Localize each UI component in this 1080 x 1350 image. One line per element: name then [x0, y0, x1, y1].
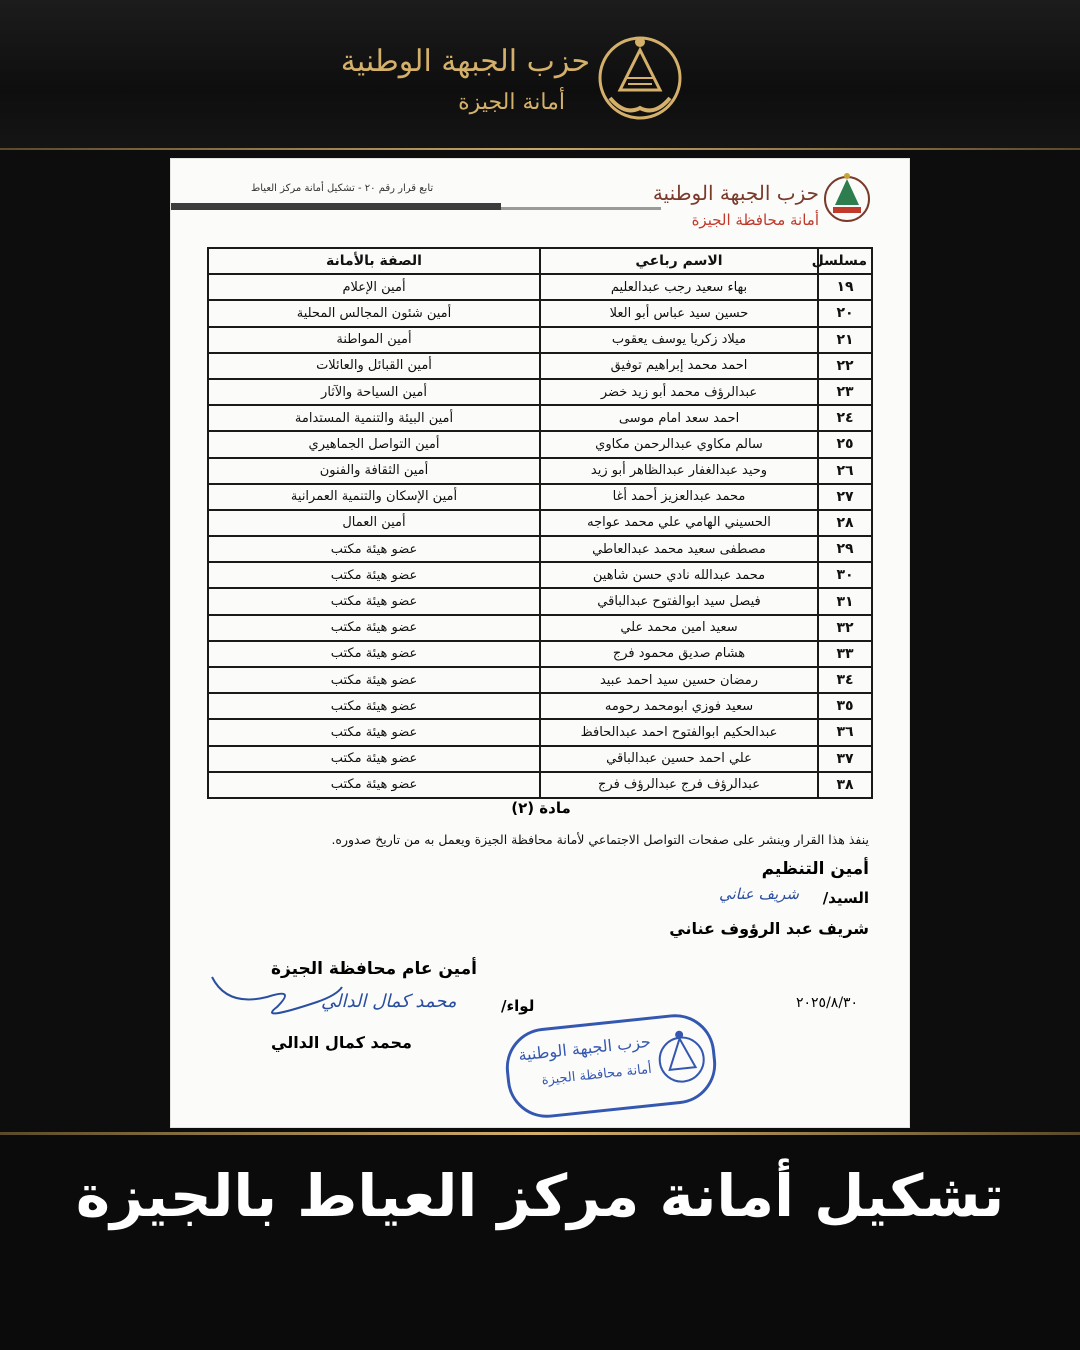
col-role-header: الصفة بالأمانة: [208, 248, 540, 274]
row-serial: ٣٦: [818, 719, 872, 745]
row-member-name: فيصل سيد ابوالفتوح عبدالباقي: [540, 588, 818, 614]
row-serial: ٣٧: [818, 746, 872, 772]
row-member-name: رمضان حسين سيد احمد عبيد: [540, 667, 818, 693]
row-serial: ٢٥: [818, 431, 872, 457]
rank-label: لواء/: [501, 997, 535, 1015]
official-stamp: [502, 1010, 720, 1121]
document-logo-branch: أمانة محافظة الجيزة: [691, 211, 819, 229]
document-header: [171, 159, 911, 239]
row-member-name: احمد محمد إبراهيم توفيق: [540, 353, 818, 379]
members-table: [207, 247, 871, 799]
row-member-role: أمين الإسكان والتنمية العمرانية: [208, 484, 540, 510]
stamp-party: حزب الجبهة الوطنية: [517, 1031, 652, 1065]
table-row: [208, 719, 872, 745]
row-serial: ٣٠: [818, 562, 872, 588]
org-secretary-name: شريف عبد الرؤوف عناني: [669, 919, 869, 938]
stamp-branch: أمانة محافظة الجيزة: [540, 1061, 653, 1089]
table-row: [208, 274, 872, 300]
row-member-name: بهاء سعيد رجب عبدالعليم: [540, 274, 818, 300]
table-row: [208, 615, 872, 641]
table-row: [208, 510, 872, 536]
stamp-emblem-icon: [653, 1022, 710, 1097]
row-member-role: عضو هيئة مكتب: [208, 641, 540, 667]
row-member-role: أمين القبائل والعائلات: [208, 353, 540, 379]
row-member-name: عبدالحكيم ابوالفتوح احمد عبدالحافظ: [540, 719, 818, 745]
row-serial: ٢٩: [818, 536, 872, 562]
row-member-name: علي احمد حسين عبدالباقي: [540, 746, 818, 772]
org-secretary-signature: شريف عناني: [718, 885, 799, 903]
row-member-role: عضو هيئة مكتب: [208, 719, 540, 745]
row-member-role: أمين الإعلام: [208, 274, 540, 300]
table-row: [208, 327, 872, 353]
general-secretary-name: محمد كمال الدالي: [271, 1033, 412, 1052]
row-serial: ٣٢: [818, 615, 872, 641]
party-logo: [340, 28, 685, 128]
table-row: [208, 746, 872, 772]
row-member-role: عضو هيئة مكتب: [208, 693, 540, 719]
logo-branch-name: أمانة الجيزة: [458, 90, 565, 115]
table-row: [208, 772, 872, 798]
table-header-row: [208, 248, 872, 274]
row-member-name: محمد عبدالله نادي حسن شاهين: [540, 562, 818, 588]
row-member-name: عبدالرؤف محمد أبو زيد خضر: [540, 379, 818, 405]
document-logo-party: حزب الجبهة الوطنية: [652, 181, 819, 205]
logo-party-name: حزب الجبهة الوطنية: [340, 44, 590, 79]
row-serial: ٢٦: [818, 458, 872, 484]
top-banner: [0, 0, 1080, 150]
row-member-role: أمين التواصل الجماهيري: [208, 431, 540, 457]
row-member-name: سعيد امين محمد علي: [540, 615, 818, 641]
row-member-role: عضو هيئة مكتب: [208, 615, 540, 641]
row-serial: ٣١: [818, 588, 872, 614]
decree-document: [170, 158, 910, 1128]
reference-line: تابع قرار رقم ٢٠ - تشكيل أمانة مركز العياط: [251, 183, 434, 194]
table-row: [208, 405, 872, 431]
row-serial: ٣٤: [818, 667, 872, 693]
table-row: [208, 431, 872, 457]
party-emblem-icon: [595, 28, 685, 128]
row-serial: ٢٧: [818, 484, 872, 510]
table-row: [208, 300, 872, 326]
row-serial: ٣٥: [818, 693, 872, 719]
general-secretary-signature: محمد كمال الدالي: [321, 991, 457, 1012]
document-emblem-icon: [823, 169, 871, 229]
row-member-role: عضو هيئة مكتب: [208, 588, 540, 614]
row-member-role: أمين المواطنة: [208, 327, 540, 353]
headline-title: تشكيل أمانة مركز العياط بالجيزة: [75, 1162, 1005, 1230]
row-member-name: حسين سيد عباس أبو العلا: [540, 300, 818, 326]
table-row: [208, 693, 872, 719]
article-heading: مادة (٢): [511, 799, 571, 817]
table-row: [208, 641, 872, 667]
row-member-role: عضو هيئة مكتب: [208, 562, 540, 588]
row-member-role: أمين شئون المجالس المحلية: [208, 300, 540, 326]
row-serial: ١٩: [818, 274, 872, 300]
row-serial: ٢٠: [818, 300, 872, 326]
row-member-role: عضو هيئة مكتب: [208, 746, 540, 772]
table-row: [208, 458, 872, 484]
row-member-role: عضو هيئة مكتب: [208, 667, 540, 693]
header-rule: [171, 203, 501, 210]
row-member-name: الحسيني الهامي علي محمد عواجه: [540, 510, 818, 536]
row-serial: ٢٨: [818, 510, 872, 536]
table-row: [208, 562, 872, 588]
row-member-role: عضو هيئة مكتب: [208, 772, 540, 798]
row-serial: ٢١: [818, 327, 872, 353]
table-row: [208, 484, 872, 510]
table-row: [208, 588, 872, 614]
row-serial: ٣٨: [818, 772, 872, 798]
col-serial-header: مسلسل: [818, 248, 872, 274]
table-row: [208, 379, 872, 405]
org-secretary-title: أمين التنظيم: [761, 859, 869, 879]
row-member-name: وحيد عبدالغفار عبدالظاهر أبو زيد: [540, 458, 818, 484]
row-member-role: أمين الثقافة والفنون: [208, 458, 540, 484]
table-row: [208, 536, 872, 562]
row-member-name: سعيد فوزي ابومحمد رحومه: [540, 693, 818, 719]
row-member-role: أمين العمال: [208, 510, 540, 536]
row-serial: ٢٢: [818, 353, 872, 379]
document-date: ٢٠٢٥/٨/٣٠: [796, 995, 859, 1011]
row-member-role: أمين البيئة والتنمية المستدامة: [208, 405, 540, 431]
row-member-role: أمين السياحة والآثار: [208, 379, 540, 405]
row-serial: ٢٣: [818, 379, 872, 405]
table-row: [208, 353, 872, 379]
header-rule-thin: [501, 207, 661, 210]
row-member-name: سالم مكاوي عبدالرحمن مكاوي: [540, 431, 818, 457]
row-serial: ٢٤: [818, 405, 872, 431]
general-secretary-title: أمين عام محافظة الجيزة: [271, 959, 477, 979]
sayed-label: السيد/: [822, 889, 869, 907]
row-member-name: مصطفى سعيد محمد عبدالعاطي: [540, 536, 818, 562]
row-member-name: عبدالرؤف فرج عبدالرؤف فرج: [540, 772, 818, 798]
row-member-role: عضو هيئة مكتب: [208, 536, 540, 562]
row-serial: ٣٣: [818, 641, 872, 667]
col-name-header: الاسم رباعي: [540, 248, 818, 274]
row-member-name: ميلاد زكريا يوسف يعقوب: [540, 327, 818, 353]
decree-text: ينفذ هذا القرار وينشر على صفحات التواصل الاجتماعي لأمانة محافظة الجيزة ويعمل به من تاريخ صدوره.: [331, 832, 869, 847]
table-row: [208, 667, 872, 693]
row-member-name: هشام صديق محمود فرج: [540, 641, 818, 667]
row-member-name: احمد سعد امام موسى: [540, 405, 818, 431]
row-member-name: محمد عبدالعزيز أحمد أغا: [540, 484, 818, 510]
